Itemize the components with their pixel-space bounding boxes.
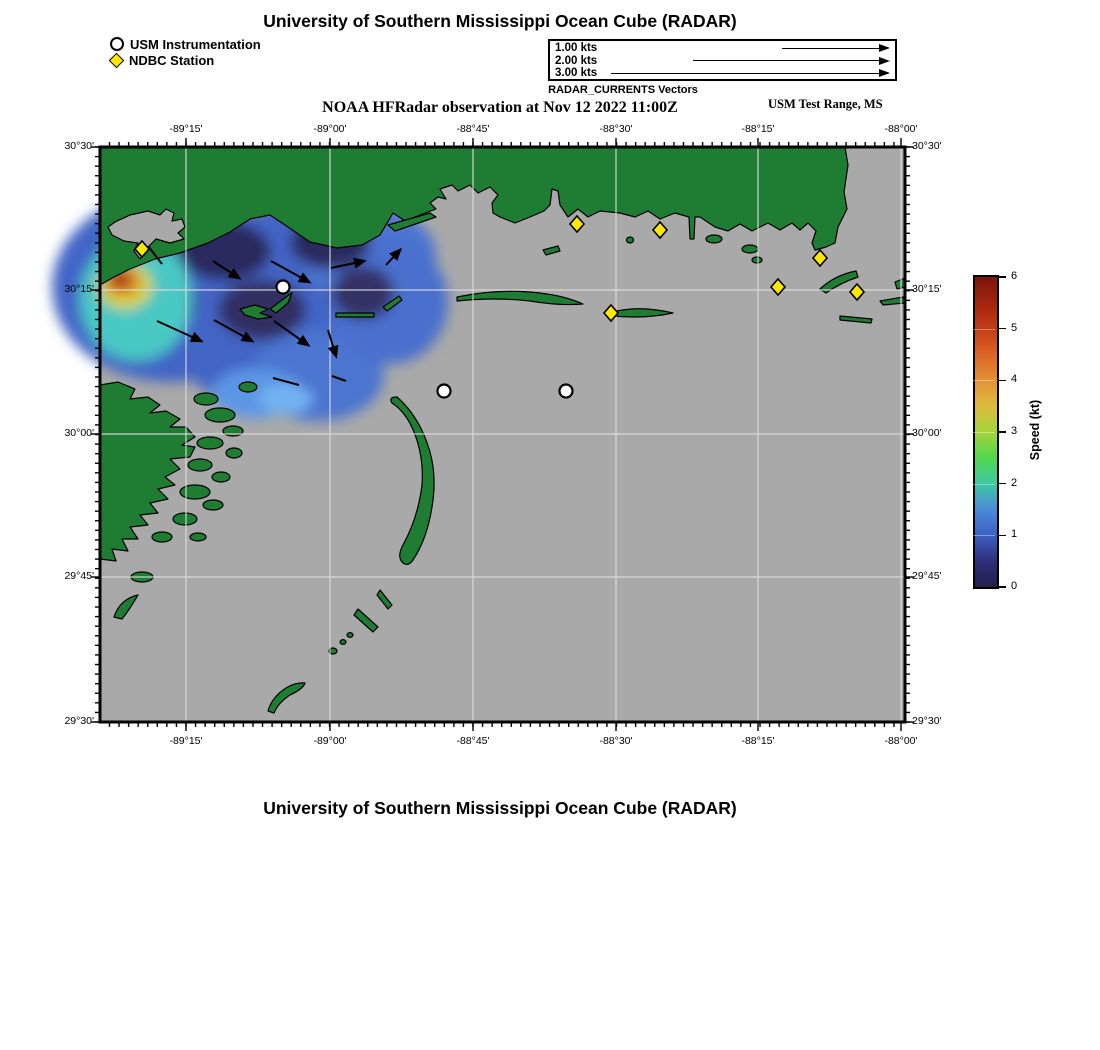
axis-label: -88°00' — [884, 735, 918, 747]
colorbar-tick-label: 5 — [1011, 321, 1018, 334]
axis-label: -88°30' — [599, 735, 633, 747]
vector-scale-row — [555, 42, 890, 55]
usm-station-marker — [277, 281, 290, 294]
colorbar-tick — [999, 431, 1006, 433]
colorbar-tick — [999, 483, 1006, 485]
colorbar-gridline — [973, 329, 995, 330]
axis-label: -88°30' — [599, 123, 633, 135]
vector-scale-label: 2.00 kts — [555, 54, 598, 67]
map-plot — [100, 147, 905, 722]
colorbar-tick — [999, 328, 1006, 330]
arrowhead-icon — [879, 44, 890, 52]
colorbar-axis-label — [1018, 275, 1052, 585]
axis-label: 30°00' — [64, 427, 94, 439]
colorbar-tick-label: 3 — [1011, 425, 1018, 437]
legend-label-ndbc: NDBC Station — [129, 52, 215, 68]
bottom-title: University of Southern Mississippi Ocean Cube (RADAR) — [263, 798, 737, 818]
axis-label: -89°15' — [169, 735, 203, 747]
axis-label: 29°30' — [912, 715, 942, 727]
map — [64, 123, 942, 747]
colorbar-tick-label: 2 — [1011, 476, 1018, 489]
vector-scale-box — [548, 39, 897, 81]
axis-label: -88°45' — [456, 123, 490, 135]
arrowhead-icon — [879, 69, 890, 77]
usm-station-marker — [438, 385, 451, 398]
colorbar-tick-label: 1 — [1011, 528, 1018, 541]
speed-field-blob — [259, 384, 313, 414]
vector-scale-label: 3.00 kts — [555, 67, 598, 80]
legend-item-ndbc — [110, 52, 261, 68]
colorbar-tick — [999, 535, 1006, 537]
axis-label: 29°45' — [912, 570, 942, 582]
axis-label: 30°30' — [64, 140, 94, 152]
colorbar-tick-label: 4 — [1011, 373, 1018, 386]
axis-label: -88°00' — [884, 123, 918, 135]
colorbar-gridline — [973, 535, 995, 536]
axis-label: -89°15' — [169, 123, 203, 135]
colorbar-tick — [999, 276, 1006, 278]
speed-field-blob — [332, 266, 394, 320]
colorbar-tick — [999, 380, 1006, 382]
legend — [110, 36, 261, 68]
vector-scale-line — [693, 60, 879, 61]
colorbar-gridline — [973, 380, 995, 381]
colorbar-gridline — [973, 484, 995, 485]
vector-scale-row — [555, 55, 890, 68]
axis-label: -89°00' — [313, 123, 347, 135]
colorbar-tick — [999, 586, 1006, 588]
usm-instrumentation-icon — [110, 37, 124, 51]
arrowhead-icon — [879, 57, 890, 65]
vector-scale-label: 1.00 kts — [555, 42, 598, 55]
legend-label-usm: USM Instrumentation — [130, 36, 261, 52]
colorbar-tick-label: 0 — [1011, 580, 1018, 592]
vector-scale-line — [782, 48, 879, 49]
vector-scale-row — [555, 67, 890, 80]
ndbc-station-icon — [109, 52, 125, 68]
page-title: University of Southern Mississippi Ocean Cube (RADAR) — [263, 11, 737, 31]
test-range-label: USM Test Range, MS — [768, 97, 883, 111]
axis-label: 30°00' — [912, 427, 942, 439]
usm-station-marker — [560, 385, 573, 398]
legend-item-usm — [110, 36, 261, 52]
axis-label: 30°30' — [912, 140, 942, 152]
axis-label: 30°15' — [64, 283, 94, 295]
axis-label: -88°15' — [741, 735, 775, 747]
axis-label: -89°00' — [313, 735, 347, 747]
axis-label: -88°15' — [741, 123, 775, 135]
colorbar-axis-label-text: Speed (kt) — [1028, 399, 1042, 461]
axis-label: 30°15' — [912, 283, 942, 295]
observation-subtitle: NOAA HFRadar observation at Nov 12 2022 11:00Z — [322, 99, 678, 116]
axis-label: 29°45' — [64, 570, 94, 582]
vector-scale-line — [611, 73, 879, 74]
axis-label: 29°30' — [64, 715, 94, 727]
colorbar-gridline — [973, 432, 995, 433]
vector-scale-caption: RADAR_CURRENTS Vectors — [548, 84, 698, 96]
colorbar-tick-label: 6 — [1011, 270, 1018, 282]
axis-label: -88°45' — [456, 735, 490, 747]
